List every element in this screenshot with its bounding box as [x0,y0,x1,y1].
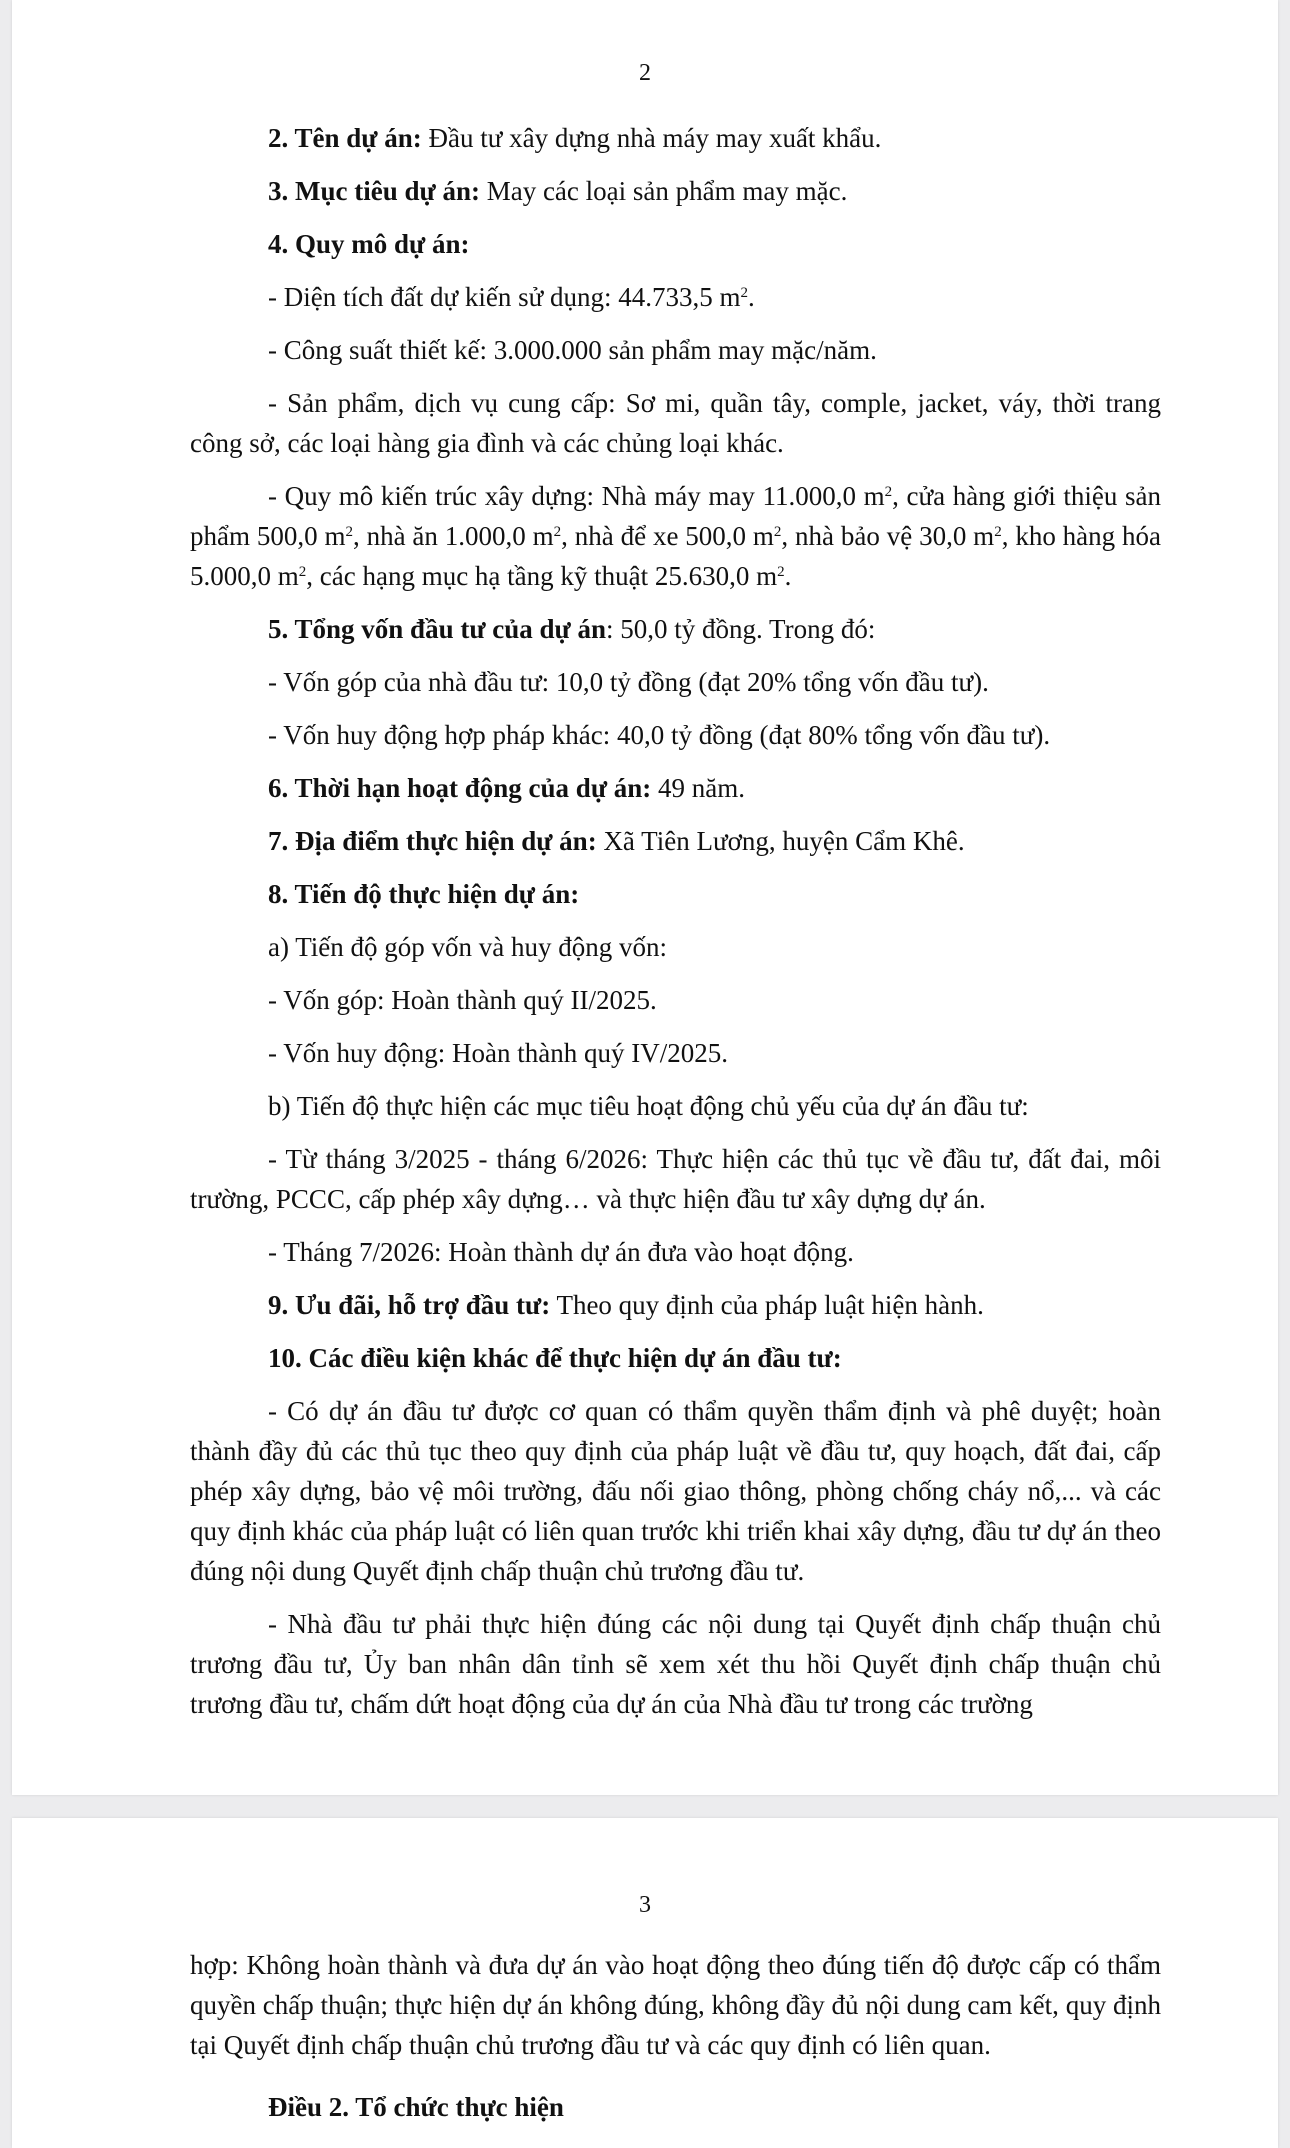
schedule-capital: a) Tiến độ góp vốn và huy động vốn: [268,932,668,962]
other-conditions-heading: 10. Các điều kiện khác để thực hiện dự án đầu tư: [268,1343,842,1373]
project-scale-heading: 4. Quy mô dự án: [268,229,470,259]
document-page-2 [12,0,1278,1795]
conditions-paragraph-1: - Có dự án đầu tư được cơ quan có thẩm quyền thẩm định và phê duyệt; hoàn thành đầy đủ các thủ tục theo quy định của pháp luật về đầu tư, quy hoạch, đất đai, cấp phép xây dựng, bảo vệ môi trường, đấu nối giao thông, phòng chống cháy nổ,... và các quy định khác của pháp luật có liên quan trước khi triển khai xây dựng, đầu tư dự án theo đúng nội dung Quyết định chấp thuận chủ trương đầu tư. [190,1396,1161,1586]
total-investment: 5. Tổng vốn đầu tư của dự án: 50,0 tỷ đồng. Trong đó: [268,614,876,644]
investment-incentives: 9. Ưu đãi, hỗ trợ đầu tư: Theo quy định của pháp luật hiện hành. [268,1290,984,1320]
project-name: 2. Tên dự án: Đầu tư xây dựng nhà máy may xuất khẩu. [268,123,882,153]
mobilized-capital: - Vốn huy động hợp pháp khác: 40,0 tỷ đồng (đạt 80% tổng vốn đầu tư). [268,720,1051,750]
page-number: 2 [639,60,651,86]
architecture-scale: - Quy mô kiến trúc xây dựng: Nhà máy may 11.000,0 $m^2$, cửa hàng giới thiệu sản phẩm 500,0 $m^2$, nhà ăn 1.000,0 $m^2$, nhà để xe 500,0 $m^2$, nhà bảo vệ 30,0 $m^2$, kho hàng hóa 5.000,0 $m^2$, các hạng mục hạ tầng kỹ thuật 25.630,0 $m^2$. [190,481,1162,591]
schedule-procedures: - Từ tháng 3/2025 - tháng 6/2026: Thực hiện các thủ tục về đầu tư, đất đai, môi trường, PCCC, cấp phép xây dựng… và thực hiện đầu tư xây dựng dự án. [190,1144,1161,1214]
schedule-mobilized: - Vốn huy động: Hoàn thành quý IV/2025. [268,1038,728,1068]
schedule-completion: - Tháng 7/2026: Hoàn thành dự án đưa vào hoạt động. [268,1237,854,1267]
article-2-heading: Điều 2. Tổ chức thực hiện [268,2092,564,2122]
conditions-continuation: hợp: Không hoàn thành và đưa dự án vào hoạt động theo đúng tiến độ được cấp có thẩm quyền chấp thuận; thực hiện dự án không đúng, không đầy đủ nội dung cam kết, quy định tại Quyết định chấp thuận chủ trương đầu tư và các quy định có liên quan. [190,1950,1161,2060]
schedule-objectives: b) Tiến độ thực hiện các mục tiêu hoạt động chủ yếu của dự án đầu tư: [268,1091,1029,1121]
page-body [190,118,1161,1724]
schedule-equity: - Vốn góp: Hoàn thành quý II/2025. [268,985,657,1015]
design-capacity: - Công suất thiết kế: 3.000.000 sản phẩm may mặc/năm. [268,335,877,365]
investor-equity: - Vốn góp của nhà đầu tư: 10,0 tỷ đồng (đạt 20% tổng vốn đầu tư). [268,667,989,697]
document-page-3 [12,1818,1278,2148]
operation-term: 6. Thời hạn hoạt động của dự án: 49 năm. [268,773,746,803]
page-number: 3 [639,1892,651,1918]
land-area: - Diện tích đất dự kiến sử dụng: 44.733,5 $m^2$. [268,282,755,312]
project-location: 7. Địa điểm thực hiện dự án: Xã Tiên Lương, huyện Cẩm Khê. [268,826,965,856]
products-services: - Sản phẩm, dịch vụ cung cấp: Sơ mi, quần tây, comple, jacket, váy, thời trang công sở, các loại hàng gia đình và các chủng loại khác. [190,388,1161,458]
schedule-heading: 8. Tiến độ thực hiện dự án: [268,879,580,909]
page-body [190,1945,1161,2127]
project-objective: 3. Mục tiêu dự án: May các loại sản phẩm may mặc. [268,176,848,206]
conditions-paragraph-2: - Nhà đầu tư phải thực hiện đúng các nội dung tại Quyết định chấp thuận chủ trương đầu tư, Ủy ban nhân dân tỉnh sẽ xem xét thu hồi Quyết định chấp thuận chủ trương đầu tư, chấm dứt hoạt động của dự án của Nhà đầu tư trong các trường [190,1609,1161,1719]
